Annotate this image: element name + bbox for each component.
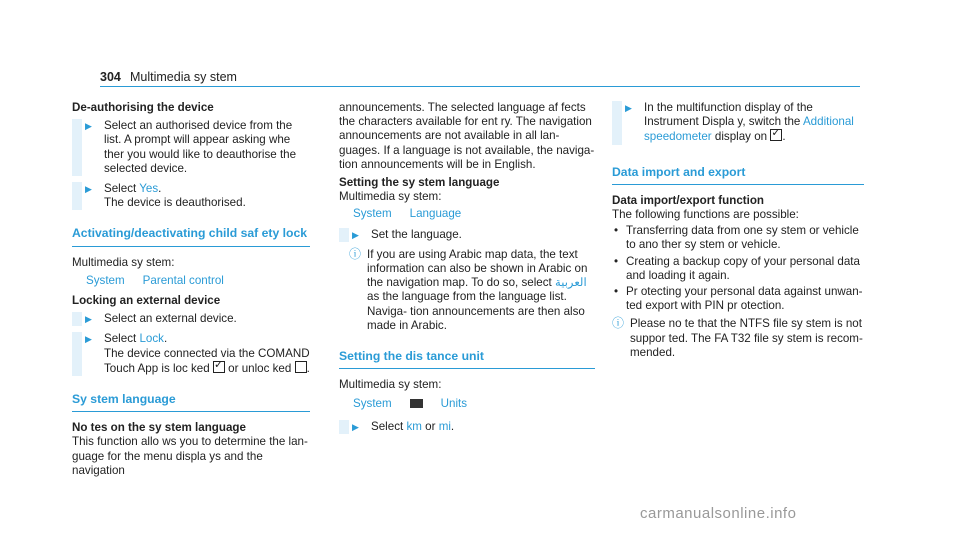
step-text [634,101,864,145]
step [339,228,595,242]
page-title: Multimedia sy stem [130,70,237,84]
step-text [94,182,310,210]
step-bar [339,228,349,242]
step-text-pre: In the multifunction display of the Instrument Displa y, switch the [644,101,813,129]
step [72,312,310,326]
step-text-post: . [163,332,168,346]
step-bar [72,119,82,176]
menu-system[interactable]: System [353,207,392,221]
triangle-right-icon: ▶ [625,103,632,113]
step-bar [72,182,82,210]
menu-parental-control[interactable]: Parental control [142,273,224,287]
step [72,182,310,210]
menu-system[interactable]: System [353,397,392,411]
step-bar [339,420,349,434]
step-bar [72,332,82,376]
checkbox-checked-icon [213,361,225,373]
bullet-list [612,224,864,313]
heading-locking: Locking an external device [72,294,221,308]
triangle-right-icon: ▶ [85,314,92,325]
note-text-pre: If you are using Arabic map data, the text information can also be shown in Arabic on the navigation map. To do so, select [367,247,588,290]
step-result-or: or unloc ked [228,361,292,375]
step [339,420,595,434]
step-text-post: . [158,182,162,196]
list-item-text: Creating a backup copy of your personal data and loading it again. [626,254,860,282]
menu-path [339,397,595,411]
heading-import-export-function: Data import/export function [612,193,765,207]
heading-setting-language: Setting the sy stem language [339,176,500,190]
info-note [612,317,864,360]
step-text-pre: Select [104,332,140,346]
menu-link-km[interactable]: km [406,419,422,433]
page-number: 304 [100,70,121,84]
checkbox-unchecked-icon [295,361,307,373]
step-text-end: . [782,130,786,144]
note-text: Please no te that the NTFS file sy stem is not suppor ted. The FA T32 file sy stem is recom‐ mended. [630,317,863,359]
bullet-icon: • [614,224,619,238]
menu-link-arabic[interactable]: العربية [554,276,587,290]
section-distance-unit: Setting the dis tance unit [339,349,595,369]
menu-link-additional-speedometer[interactable]: Additional speedometer [644,115,854,144]
menu-path-label: Multimedia sy stem: [72,255,175,269]
step-text: Select an authorised device from the list. A prompt will appear asking whe ther you would like to deauthorise the selected device. [104,119,297,175]
step-text [361,420,595,434]
note-text-post: as the language from the language list. Naviga‐ tion announcements are then also made in Arabic. [367,290,585,332]
step-result: The device connected via the COMAND Touch App is loc ked [104,346,310,375]
info-icon: ⓘ [612,316,625,331]
step-result-end: . [306,361,310,375]
paragraph: This function allo ws you to determine the lan‐ guage for the menu displa ys and the navigation [72,435,308,477]
watermark: carmanualsonline.info [640,505,797,522]
triangle-right-icon: ▶ [85,334,92,345]
info-note [339,248,595,333]
step-result: The device is deauthorised. [104,196,246,210]
list-item-text: Transferring data from one sy stem or vehicle to ano ther sy stem or vehicle. [626,224,859,252]
menu-path-label: Multimedia sy stem: [339,378,442,392]
menu-units[interactable] [410,397,485,410]
triangle-right-icon: ▶ [85,184,92,195]
units-icon [410,399,423,408]
step-text-pre: Select [104,182,140,196]
checkbox-checked-icon [770,129,782,141]
step-text: Set the language. [371,227,462,241]
column-3 [612,101,864,360]
step [612,101,864,145]
step-text-post: display on [711,130,768,144]
menu-link-lock[interactable]: Lock [139,332,164,346]
menu-units-label: Units [440,397,468,411]
menu-path [72,274,310,288]
list-item [612,224,864,252]
step-text-pre: Select [371,419,407,433]
step-bar [612,101,622,145]
step-text [94,332,310,376]
menu-system[interactable]: System [86,273,125,287]
step-text-post: . [450,419,455,433]
section-system-language: Sy stem language [72,392,310,412]
heading-deauthorising: De‑authorising the device [72,101,214,114]
section-data-import-export: Data import and export [612,165,864,185]
list-item [612,285,864,313]
step-text-or: or [421,419,439,433]
bullet-icon: • [614,285,619,299]
step [72,332,310,376]
bullet-icon: • [614,254,619,268]
triangle-right-icon: ▶ [352,229,359,240]
info-icon: ⓘ [349,246,362,261]
list-item [612,255,864,283]
step [72,119,310,176]
menu-path [339,207,595,221]
menu-link-yes[interactable]: Yes [139,182,159,196]
column-1 [72,101,310,478]
step-text: Select an external device. [104,312,237,326]
paragraph: announcements. The selected language af fects the characters available for ent ry. The navigation announcements are not available in all lan‐ guages. If a language is not available, the naviga‐ tion announcements will be in English. [339,101,595,171]
menu-link-mi[interactable]: mi [438,419,451,433]
column-2 [339,101,595,440]
list-item-text: Pr otecting your personal data against unwan‐ ted export with PIN pr otection. [626,285,863,313]
section-child-safety-lock: Activating/deactivating child saf ety lock [72,226,310,246]
triangle-right-icon: ▶ [352,421,359,432]
triangle-right-icon: ▶ [85,121,92,132]
header-rule [100,86,860,87]
menu-language[interactable]: Language [409,207,462,221]
menu-path-label: Multimedia sy stem: [339,190,442,204]
heading-notes-language: No tes on the sy stem language [72,421,246,435]
step-bar [72,312,82,326]
paragraph: The following functions are possible: [612,208,799,222]
